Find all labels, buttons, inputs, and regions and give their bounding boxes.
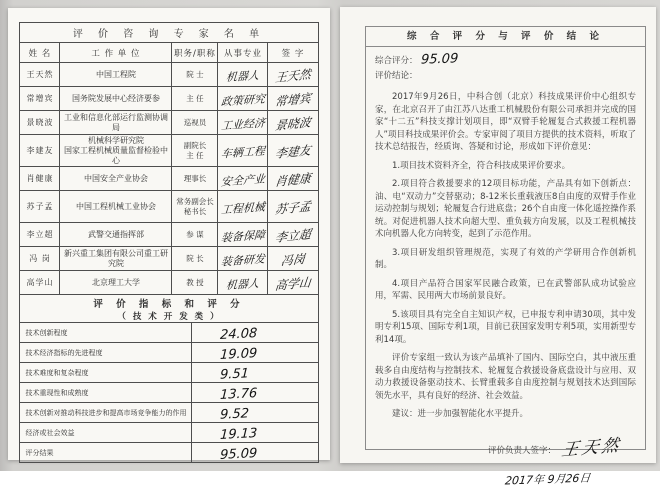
score-row: [20, 343, 318, 363]
handwritten-field: 机器人: [226, 68, 260, 85]
score-value-handwriting: [192, 323, 318, 343]
score-label: 技术创新对推动科技进步和提高市场竞争能力的作用: [20, 403, 192, 423]
handwritten-score: 9.52: [220, 406, 250, 423]
expert-field-handwriting: [218, 247, 268, 271]
expert-title: 参 谋: [172, 223, 218, 247]
expert-name: 苏子孟: [20, 191, 60, 223]
score-value-handwriting: [192, 363, 318, 383]
expert-title: 巡视员: [172, 111, 218, 135]
expert-row: [20, 87, 318, 111]
handwritten-score: 95.09: [220, 445, 259, 464]
expert-row: [20, 111, 318, 135]
expert-title: 主 任: [172, 87, 218, 111]
expert-signature-handwriting: [268, 63, 318, 87]
score-value-handwriting: [192, 403, 318, 423]
expert-unit: 新兴重工集团有限公司重工研究院: [60, 247, 172, 271]
handwritten-score: 13.76: [220, 385, 259, 404]
expert-row: [20, 223, 318, 247]
expert-name: 景晓波: [20, 111, 60, 135]
expert-row: [20, 63, 318, 87]
signer-line: [375, 433, 636, 461]
expert-signature-handwriting: [268, 247, 318, 271]
conclusion-paragraph: 5.该项目具有完全自主知识产权，已申报专利申请30项，其中发明专利15项、国际专利1项，目前已获国家发明专利5项，实用新型专利14项。: [375, 309, 636, 345]
score-section-header: [20, 295, 318, 323]
overall-score-label: 综合评分：: [375, 56, 418, 66]
handwritten-score: 24.08: [220, 325, 259, 344]
score-row: [20, 383, 318, 403]
conclusion-paragraph: 2017年9月26日，中科合创（北京）科技成果评价中心组织专家，在北京召开了由江苏八达重工机械股份有限公司承担并完成的国家“十二五”科技支撑计划项目，即“双臂手轮履复合式救援工程机器人”项目科技成果评价会。专家审阅了项目方提供的技术资料，听取了技术总结报告，经质询、答疑和讨论，形成如下评价意见：: [375, 92, 636, 152]
score-section-title: 评 价 指 标 和 评 分: [93, 298, 245, 310]
handwritten-field: 装备研发: [220, 252, 266, 269]
expert-field-handwriting: [218, 111, 268, 135]
handwritten-date: 2017年 9月26日: [503, 470, 591, 488]
expert-signature-handwriting: [268, 223, 318, 247]
handwritten-signature: 常增宾: [274, 91, 312, 110]
expert-title: 院 士: [172, 63, 218, 87]
expert-row: [20, 247, 318, 271]
score-value-handwriting: [192, 343, 318, 363]
conclusion-body: [366, 47, 645, 487]
conclusion-paragraph: 4.项目产品符合国家军民融合政策，已在武警部队成功试验应用，军需、民用两大市场前景良好。: [375, 278, 636, 301]
handwritten-field: 安全产业: [220, 172, 266, 189]
expert-unit: 武警交通指挥部: [60, 223, 172, 247]
handwritten-signature: 景晓波: [274, 115, 312, 134]
expert-unit: 中国工程机械工业协会: [60, 191, 172, 223]
expert-title: [172, 135, 218, 167]
handwritten-field: 装备保障: [220, 228, 266, 245]
handwritten-field: 政策研究: [220, 92, 266, 109]
score-label: 技术难度和复杂程度: [20, 363, 192, 383]
expert-title: 院 长: [172, 247, 218, 271]
expert-name: 王天然: [20, 63, 60, 87]
conclusion-paragraph: 评价专家组一致认为该产品填补了国内、国际空白，其中液压重载多自由度结构与控制技术、轮履复合救援设备底盘设计与应用、双动力救援设备驱动技术、长臂重载多自由度控制与规划技术达到国际领先水平，具有良好的经济、社会效益。: [375, 353, 636, 401]
expert-unit: 工业和信息化部运行监测协调局: [60, 111, 172, 135]
title-line2: 主 任: [186, 150, 204, 160]
expert-name: 李立超: [20, 223, 60, 247]
score-label: 技术经济指标的先进程度: [20, 343, 192, 363]
expert-unit: 中国工程院: [60, 63, 172, 87]
handwritten-field: 工程机械: [220, 200, 266, 217]
overall-score-line: [375, 52, 636, 69]
expert-roster-page: [8, 8, 330, 464]
handwritten-signature: 李建友: [274, 143, 312, 162]
expert-title: 理事长: [172, 167, 218, 191]
expert-field-handwriting: [218, 271, 268, 295]
handwritten-score: 19.09: [220, 345, 259, 364]
unit-line1: 机械科学研究院: [87, 135, 144, 145]
expert-field-handwriting: [218, 191, 268, 223]
score-row: [20, 423, 318, 443]
handwritten-signature: 高学山: [274, 275, 312, 294]
score-label: 技术创新程度: [20, 323, 192, 343]
expert-field-handwriting: [218, 167, 268, 191]
expert-name: 李建友: [20, 135, 60, 167]
expert-row: [20, 135, 318, 167]
expert-signature-handwriting: [268, 135, 318, 167]
handwritten-field: 工业经济: [220, 116, 266, 133]
title-line1: 副院长: [183, 141, 207, 150]
conclusion-paragraph: 3.项目研发组织管理规范，实现了有效的产学研用合作创新机制。: [375, 247, 636, 270]
score-table: [19, 294, 318, 463]
score-value-handwriting: [192, 443, 318, 463]
expert-name: 高学山: [20, 271, 60, 295]
expert-title: 教 授: [172, 271, 218, 295]
col-header-field: 从事专业: [218, 43, 268, 63]
conclusion-page: [340, 7, 656, 488]
expert-unit: 北京理工大学: [60, 271, 172, 295]
col-header-sign: 签 字: [268, 43, 318, 63]
score-row: [20, 443, 318, 463]
handwritten-signature: 肖健康: [274, 171, 312, 190]
col-header-name: 姓 名: [20, 43, 60, 63]
expert-name: 冯 岗: [20, 247, 60, 271]
roster-title: 评 价 咨 询 专 家 名 单: [20, 23, 318, 43]
title-line2: 秘书长: [183, 206, 207, 216]
handwritten-signature: 李立超: [274, 227, 312, 246]
roster-header-row: [20, 43, 318, 63]
conclusion-label: 评价结论：: [375, 71, 418, 81]
conclusion-paragraph: 1.项目技术资料齐全，符合科技成果评价要求。: [392, 160, 571, 171]
expert-title: [172, 191, 218, 223]
expert-unit: 国务院发展中心经济要参: [60, 87, 172, 111]
handwritten-signature: 冯岗: [280, 251, 306, 269]
col-header-unit: 工 作 单 位: [60, 43, 172, 63]
score-row: [20, 363, 318, 383]
handwritten-score: 9.51: [220, 366, 250, 383]
score-section-subtitle: （ 技 术 开 发 类 ）: [117, 311, 221, 322]
expert-signature-handwriting: [268, 271, 318, 295]
suggestion-paragraph: 建议：进一步加强智能化水平提升。: [392, 409, 529, 419]
expert-name: 肖健康: [20, 167, 60, 191]
conclusion-paragraph: 2.项目符合救援要求的12项目标功能，产品具有如下创新点：油、电“双动力”交替驱动；8-12米长重载液压8自由度的双臂手作业运动控制与规划；轮履复合行进底盘；26个自由度一体化遥控操作系统。对促进机器人技术向超大型、重负载方向发展，以及工程机械技术向机器人化方向转变，起到了示范作用。: [375, 179, 636, 239]
expert-field-handwriting: [218, 63, 268, 87]
expert-row: [20, 191, 318, 223]
expert-signature-handwriting: [268, 111, 318, 135]
signer-label: 评价负责人签字：: [487, 445, 556, 456]
conclusion-title: 综 合 评 分 与 评 价 结 论: [366, 27, 645, 47]
score-label: 经济或社会效益: [20, 423, 192, 443]
expert-unit: 中国安全产业协会: [60, 167, 172, 191]
handwritten-field: 机器人: [226, 276, 260, 293]
conclusion-box: [365, 26, 646, 488]
date-line: [375, 468, 636, 487]
title-line1: 常务副会长: [176, 197, 214, 206]
expert-name: 常增宾: [20, 87, 60, 111]
unit-line2: 国家工程机械质量监督检验中心: [63, 145, 168, 165]
score-row: [20, 323, 318, 343]
expert-row: [20, 271, 318, 295]
score-row: [20, 403, 318, 423]
col-header-title: 职务/职称: [172, 43, 218, 63]
expert-field-handwriting: [218, 135, 268, 167]
expert-signature-handwriting: [268, 191, 318, 223]
expert-field-handwriting: [218, 223, 268, 247]
handwritten-signature: 苏子孟: [274, 199, 312, 218]
score-label: 技术重现性和成熟度: [20, 383, 192, 403]
handwritten-overall-score: 95.09: [420, 51, 459, 68]
handwritten-field: 车辆工程: [220, 144, 266, 161]
expert-row: [20, 167, 318, 191]
handwritten-signature: 王天然: [274, 67, 312, 86]
expert-unit: [60, 135, 172, 167]
expert-roster-table: [19, 22, 318, 295]
expert-field-handwriting: [218, 87, 268, 111]
score-label: 评分结果: [20, 443, 192, 463]
expert-signature-handwriting: [268, 87, 318, 111]
handwritten-score: 19.13: [220, 425, 259, 444]
expert-signature-handwriting: [268, 167, 318, 191]
score-value-handwriting: [192, 423, 318, 443]
score-value-handwriting: [192, 383, 318, 403]
handwritten-signer-signature: 王天然: [560, 434, 624, 461]
